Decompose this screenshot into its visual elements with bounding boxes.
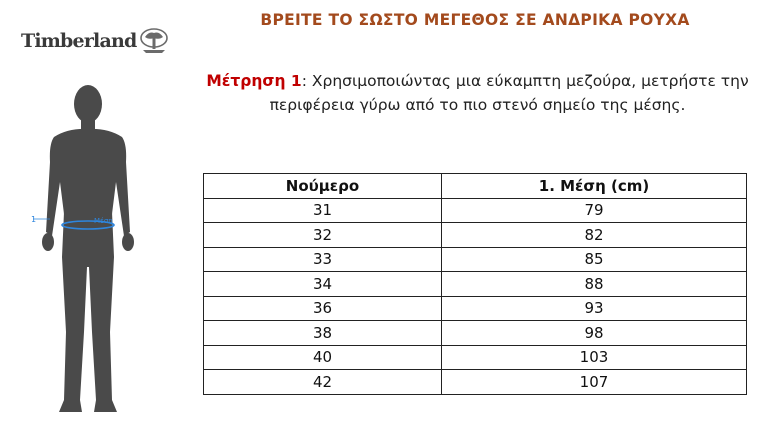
table-row bbox=[204, 198, 747, 223]
size-cell: 32 bbox=[204, 223, 442, 248]
male-silhouette-icon bbox=[42, 85, 134, 412]
tree-logo-icon bbox=[139, 28, 169, 54]
waist-cell: 93 bbox=[442, 296, 747, 321]
table-row bbox=[204, 370, 747, 395]
waist-cell: 79 bbox=[442, 198, 747, 223]
waist-cell: 82 bbox=[442, 223, 747, 248]
waist-cell: 103 bbox=[442, 345, 747, 370]
table-row bbox=[204, 321, 747, 346]
table-row bbox=[204, 296, 747, 321]
marker-number: 1 bbox=[31, 215, 37, 224]
size-cell: 34 bbox=[204, 272, 442, 297]
size-cell: 40 bbox=[204, 345, 442, 370]
marker-label: Μέση bbox=[94, 217, 113, 225]
waist-cell: 107 bbox=[442, 370, 747, 395]
size-cell: 31 bbox=[204, 198, 442, 223]
size-cell: 33 bbox=[204, 247, 442, 272]
waist-cell: 85 bbox=[442, 247, 747, 272]
size-table bbox=[203, 173, 747, 395]
header-waist: 1. Μέση (cm) bbox=[442, 174, 747, 199]
size-cell: 38 bbox=[204, 321, 442, 346]
size-cell: 42 bbox=[204, 370, 442, 395]
instruction-text: : Χρησιμοποιώντας μια εύκαμπτη μεζούρα, μετρήστε την περιφέρεια γύρω από το πιο στενό σημείο της μέσης. bbox=[269, 72, 749, 114]
table-row bbox=[204, 223, 747, 248]
waist-cell: 88 bbox=[442, 272, 747, 297]
brand-name: Timberland bbox=[21, 30, 137, 52]
male-silhouette-figure bbox=[28, 82, 148, 422]
table-row bbox=[204, 345, 747, 370]
brand-logo bbox=[21, 28, 169, 54]
instruction-label: Μέτρηση 1 bbox=[206, 72, 302, 90]
table-row bbox=[204, 247, 747, 272]
header-size: Νούμερο bbox=[204, 174, 442, 199]
table-header-row bbox=[204, 174, 747, 199]
table-row bbox=[204, 272, 747, 297]
waist-cell: 98 bbox=[442, 321, 747, 346]
measurement-instruction bbox=[205, 69, 750, 117]
size-cell: 36 bbox=[204, 296, 442, 321]
page-title: ΒΡΕΙΤΕ ΤΟ ΣΩΣΤΟ ΜΕΓΕΘΟΣ ΣΕ ΑΝΔΡΙΚΑ ΡΟΥΧΑ bbox=[260, 11, 690, 29]
